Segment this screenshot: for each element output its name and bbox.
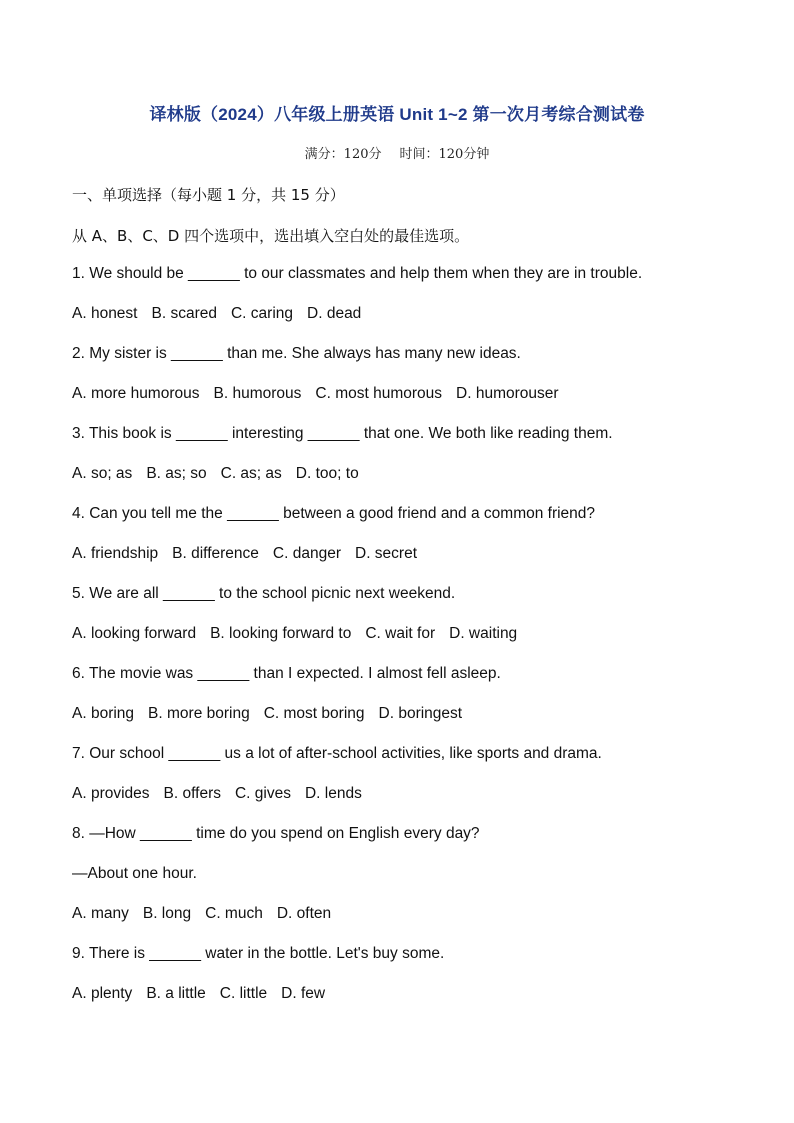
question-stem: 6. The movie was ______ than I expected. I almost fell asleep. <box>72 665 501 682</box>
question-stem: 1. We should be ______ to our classmates and help them when they are in trouble. <box>72 265 643 282</box>
option-a: A. honest <box>72 305 138 322</box>
question-stem: 2. My sister is ______ than me. She always has many new ideas. <box>72 345 521 362</box>
option-a: A. so; as <box>72 465 133 482</box>
option-a: A. boring <box>72 705 135 722</box>
option-c: C. as; as <box>220 465 282 482</box>
option-d: D. too; to <box>295 465 359 482</box>
option-a: A. many <box>72 905 129 922</box>
option-d: D. few <box>281 985 326 1002</box>
option-d: D. lends <box>304 785 362 802</box>
option-b: B. offers <box>163 785 221 802</box>
option-c: C. wait for <box>365 625 436 642</box>
page-title: 译林版（2024）八年级上册英语 Unit 1~2 第一次月考综合测试卷 <box>149 105 645 124</box>
option-c: C. much <box>205 905 263 922</box>
option-d: D. often <box>276 905 332 922</box>
question-options <box>72 465 373 483</box>
option-a: A. plenty <box>72 985 133 1002</box>
question-stem: 8. —How ______ time do you spend on English every day? <box>72 825 480 842</box>
question-stem: 9. There is ______ water in the bottle. Let's buy some. <box>72 945 445 962</box>
option-d: D. secret <box>355 545 418 562</box>
question-options <box>72 905 345 923</box>
time-limit-label: 时间：120分钟 <box>399 147 490 162</box>
question-answer-line: —About one hour. <box>72 865 197 882</box>
option-b: B. a little <box>146 985 206 1002</box>
question-stem: 5. We are all ______ to the school picnic next weekend. <box>72 585 456 602</box>
question-stem: 7. Our school ______ us a lot of after-school activities, like sports and drama. <box>72 745 602 762</box>
question-options <box>72 305 375 323</box>
question-options <box>72 385 573 403</box>
question-options <box>72 545 431 563</box>
section-heading: 一、单项选择（每小题 1 分，共 15 分） <box>72 186 345 204</box>
question-options <box>72 985 339 1003</box>
option-b: B. as; so <box>146 465 207 482</box>
question-stem: 4. Can you tell me the ______ between a good friend and a common friend? <box>72 505 596 522</box>
option-d: D. humorouser <box>456 385 559 402</box>
option-a: A. more humorous <box>72 385 200 402</box>
option-b: B. looking forward to <box>210 625 352 642</box>
option-c: C. most boring <box>263 705 365 722</box>
option-a: A. provides <box>72 785 150 802</box>
full-score-label: 满分：120分 <box>304 147 382 162</box>
option-b: B. scared <box>151 305 217 322</box>
option-b: B. long <box>142 905 192 922</box>
option-d: D. dead <box>307 305 362 322</box>
option-c: C. danger <box>272 545 341 562</box>
option-b: B. difference <box>172 545 259 562</box>
option-b: B. humorous <box>213 385 302 402</box>
option-c: C. most humorous <box>315 385 443 402</box>
option-a: A. friendship <box>72 545 159 562</box>
option-d: D. boringest <box>378 705 463 722</box>
question-options <box>72 705 476 723</box>
question-options <box>72 785 376 803</box>
section-instruction: 从 A、B、C、D 四个选项中，选出填入空白处的最佳选项。 <box>72 227 470 245</box>
option-b: B. more boring <box>148 705 250 722</box>
question-options <box>72 625 531 643</box>
option-d: D. waiting <box>449 625 518 642</box>
option-a: A. looking forward <box>72 625 197 642</box>
exam-meta <box>0 143 794 162</box>
option-c: C. gives <box>234 785 291 802</box>
option-c: C. caring <box>230 305 294 322</box>
option-c: C. little <box>219 985 268 1002</box>
question-stem: 3. This book is ______ interesting ______ that one. We both like reading them. <box>72 425 613 442</box>
